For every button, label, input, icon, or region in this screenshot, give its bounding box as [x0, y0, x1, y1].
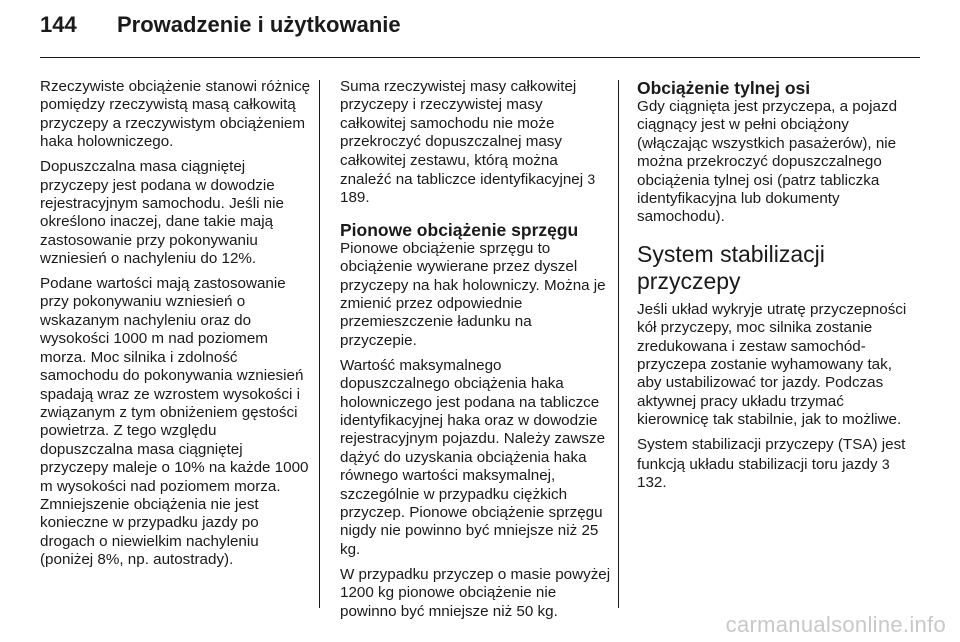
- column-1: [40, 78, 312, 576]
- paragraph: Wartość maksymalnego dopuszczalnego obciążenia haka holowniczego jest podana na tabliczce identyfikacyjnej haka oraz w dowodzie rejestracyjnym pojazdu. Należy zawsze dążyć do uzyskania obciążenia haka równego wartości maksymalnej, szczególnie w przypadku ciężkich przyczep. Pionowe obciążenie sprzęgu nigdy nie powinno być mniejsze niż 25 kg.: [340, 356, 606, 558]
- paragraph-text: Suma rzeczywistej masy całkowitej przyczepy i rzeczywistej masy całkowitej samochodu nie może przekroczyć dopuszczalnej masy całkowitej zestawu, którą można znaleźć na tabliczce identyfikacyjnej: [340, 78, 584, 189]
- heading-coupling-load: Pionowe obciążenie sprzęgu: [340, 219, 579, 240]
- column-3: [637, 78, 909, 499]
- paragraph: Gdy ciągnięta jest przyczepa, a pojazd ciągnący jest w pełni obciążony (włączając wszystkich pasażerów), nie można przekroczyć dopuszczalnego obciążenia tylnej osi (patrz tabliczka identyfikacyjna lub dokumenty samochodu).: [637, 98, 898, 226]
- page-ref-link[interactable]: 189.: [340, 189, 370, 207]
- paragraph: Pionowe obciążenie sprzęgu to obciążenie wywierane przez dyszel przyczepy na hak holowniczy. Można je zmienić przez odpowiednie przemieszczenie ładunku na przyczepie.: [340, 239, 606, 349]
- paragraph: Dopuszczalna masa ciągniętej przyczepy jest podana w dowodzie rejestracyjnym samochodu. Jeśli nie określono inaczej, dane takie mają zastosowanie przy pokonywaniu wzniesień o nachyleniu do 12%.: [40, 158, 284, 268]
- heading-rear-axle: Obciążenie tylnej osi: [637, 78, 811, 98]
- paragraph-text: System stabilizacji przyczepy (TSA) jest funkcją układu stabilizacji toru jazdy: [637, 436, 906, 473]
- column-2: [340, 78, 612, 627]
- section-title: Prowadzenie i użytkowanie: [117, 12, 401, 37]
- watermark: carmanualsonline.info: [725, 612, 946, 637]
- paragraph: Rzeczywiste obciążenie stanowi różnicę pomiędzy rzeczywistą masą całkowitą przyczepy a rzeczywistym obciążeniem haka holowniczego.: [40, 78, 311, 151]
- column-divider: [618, 80, 619, 608]
- page-ref-link[interactable]: 132.: [637, 474, 667, 491]
- page-ref-arrow-icon: 3: [881, 455, 890, 472]
- page-ref-arrow-icon: 3: [587, 171, 596, 188]
- paragraph: Jeśli układ wykryje utratę przyczepności kół przyczepy, moc silnika zostanie zredukowana i zestaw samochód-przyczepa zostanie wyhamowany tak, aby ustabilizować tor jazdy. Podczas aktywnej pracy układu trzymać kierownicę tak stabilnie, jak to możliwe.: [637, 300, 907, 429]
- paragraph: [637, 436, 909, 492]
- paragraph: Podane wartości mają zastosowanie przy pokonywaniu wzniesień o wskazanym nachyleniu oraz do wysokości 1000 m nad poziomem morza. Moc silnika i zdolność samochodu do pokonywania wzniesień spadają wraz ze wzrostem wysokości i związanym z tym obniżeniem gęstości powietrza. Z tego względu dopuszczalna masa ciągniętej przyczepy maleje o 10% na każde 1000 m wysokości nad poziomem morza. Zmniejszenie obciążenia nie jest konieczne w przypadku jazdy po drogach o niewielkim nachyleniu (poniżej 8%, np. autostrady).: [40, 275, 309, 569]
- header-rule: [40, 57, 920, 58]
- column-divider: [319, 80, 320, 608]
- paragraph: [340, 78, 612, 208]
- heading-trailer-stability: System stabilizacji przyczepy: [637, 240, 825, 294]
- page-header: [40, 12, 401, 38]
- paragraph: W przypadku przyczep o masie powyżej 1200 kg pionowe obciążenie nie powinno być mniejsze niż 50 kg.: [340, 565, 611, 620]
- page-number: 144: [40, 12, 77, 37]
